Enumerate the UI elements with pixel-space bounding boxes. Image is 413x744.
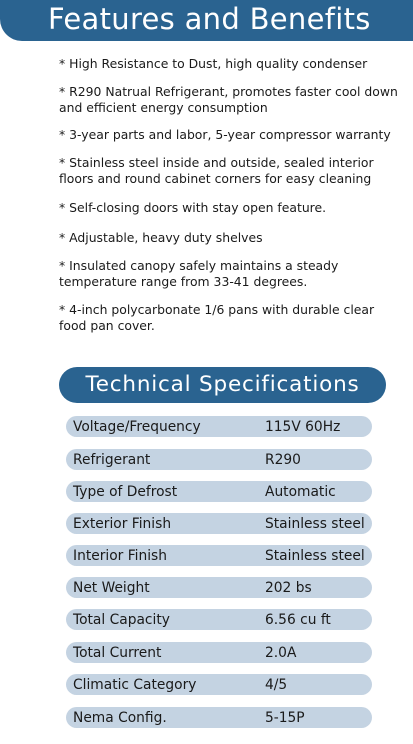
spec-label: Nema Config.: [73, 710, 167, 726]
feature-item: * R290 Natrual Refrigerant, promotes faster cool down and efficient energy consumption: [59, 84, 398, 115]
spec-value: Automatic: [265, 484, 336, 500]
spec-label: Total Current: [73, 645, 162, 661]
spec-row: [66, 449, 372, 470]
feature-item: * Stainless steel inside and outside, sealed interior floors and round cabinet corners for easy cleaning: [59, 155, 374, 186]
spec-row: [66, 674, 372, 695]
spec-label: Climatic Category: [73, 677, 197, 693]
feature-item: * 4-inch polycarbonate 1/6 pans with durable clear food pan cover.: [59, 302, 375, 333]
spec-row: [66, 545, 372, 566]
spec-title: Technical Specifications: [85, 372, 360, 397]
spec-value: Stainless steel: [265, 548, 365, 564]
spec-row: [66, 481, 372, 502]
spec-value: 202 bs: [265, 580, 312, 596]
spec-value: 5-15P: [265, 710, 305, 726]
feature-item: * Adjustable, heavy duty shelves: [59, 230, 263, 245]
spec-value: 115V 60Hz: [265, 419, 341, 435]
spec-label: Total Capacity: [73, 612, 170, 628]
spec-value: 4/5: [265, 677, 288, 693]
features-header: [0, 0, 413, 41]
spec-header: [59, 367, 386, 403]
feature-item: * High Resistance to Dust, high quality condenser: [59, 56, 368, 71]
spec-label: Voltage/Frequency: [73, 419, 201, 435]
feature-item: * Insulated canopy safely maintains a steady temperature range from 33-41 degrees.: [59, 258, 339, 289]
features-title: Features and Benefits: [48, 2, 371, 36]
feature-item: * Self-closing doors with stay open feature.: [59, 200, 327, 215]
spec-row: [66, 609, 372, 630]
spec-label: Refrigerant: [73, 452, 151, 468]
feature-item: * 3-year parts and labor, 5-year compressor warranty: [59, 127, 391, 142]
spec-value: 2.0A: [265, 645, 297, 661]
spec-label: Interior Finish: [73, 548, 167, 564]
spec-label: Exterior Finish: [73, 516, 172, 532]
spec-value: R290: [265, 452, 301, 468]
spec-row: [66, 707, 372, 728]
spec-value: 6.56 cu ft: [265, 612, 331, 628]
spec-label: Type of Defrost: [73, 484, 178, 500]
spec-row: [66, 577, 372, 598]
spec-label: Net Weight: [73, 580, 150, 596]
spec-row: [66, 642, 372, 663]
spec-row: [66, 513, 372, 534]
spec-row: [66, 416, 372, 437]
spec-value: Stainless steel: [265, 516, 365, 532]
